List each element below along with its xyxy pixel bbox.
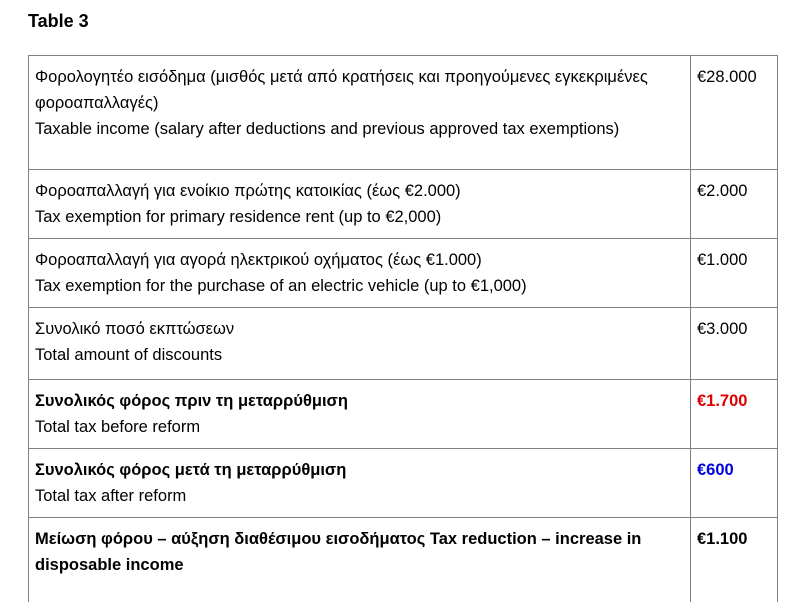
row-label-english: Total tax before reform <box>35 418 201 436</box>
table-row <box>29 56 778 170</box>
row-value: €3.000 <box>691 308 778 380</box>
table-row-tax-after-reform <box>29 449 778 518</box>
row-label-greek: Συνολικός φόρος πριν τη μεταρρύθμιση <box>35 392 348 410</box>
table-row-tax-before-reform <box>29 380 778 449</box>
row-label-english: Taxable income (salary after deductions and previous approved tax exemptions) <box>35 120 620 138</box>
page-title: Table 3 <box>28 11 89 31</box>
row-label-cell <box>29 518 691 602</box>
row-label-greek: Φοροαπαλλαγή για ενοίκιο πρώτης κατοικίας (έως €2.000) <box>35 182 461 200</box>
row-label-english: Tax exemption for the purchase of an electric vehicle (up to €1,000) <box>35 277 527 295</box>
row-label-cell <box>29 56 691 170</box>
row-label-greek: Συνολικό ποσό εκπτώσεων <box>35 320 235 338</box>
row-label-english: Total amount of discounts <box>35 346 223 364</box>
table-row <box>29 239 778 308</box>
row-label-greek: Φορολογητέο εισόδημα (μισθός μετά από κρατήσεις και προηγούμενες εγκεκριμένες φοροαπαλλαγές) <box>35 68 648 112</box>
table-row <box>29 308 778 380</box>
tax-table <box>28 55 778 602</box>
row-value-tax-reduction: €1.100 <box>691 518 778 602</box>
row-value: €2.000 <box>691 170 778 239</box>
row-label-english: Tax exemption for primary residence rent (up to €2,000) <box>35 208 442 226</box>
table-row-tax-reduction <box>29 518 778 602</box>
row-value: €1.000 <box>691 239 778 308</box>
row-label-cell <box>29 308 691 380</box>
row-value: €28.000 <box>691 56 778 170</box>
row-value-after-reform: €600 <box>691 449 778 518</box>
row-label-greek: Συνολικός φόρος μετά τη μεταρρύθμιση <box>35 461 347 479</box>
row-value-before-reform: €1.700 <box>691 380 778 449</box>
row-label-cell <box>29 449 691 518</box>
row-label-cell <box>29 239 691 308</box>
row-label-english: Total tax after reform <box>35 487 187 505</box>
row-label-cell <box>29 380 691 449</box>
table-row <box>29 170 778 239</box>
row-label-combined: Μείωση φόρου – αύξηση διαθέσιμου εισοδήματος Tax reduction – increase in disposable income <box>35 530 642 574</box>
row-label-cell <box>29 170 691 239</box>
row-label-greek: Φοροαπαλλαγή για αγορά ηλεκτρικού οχήματος (έως €1.000) <box>35 251 482 269</box>
